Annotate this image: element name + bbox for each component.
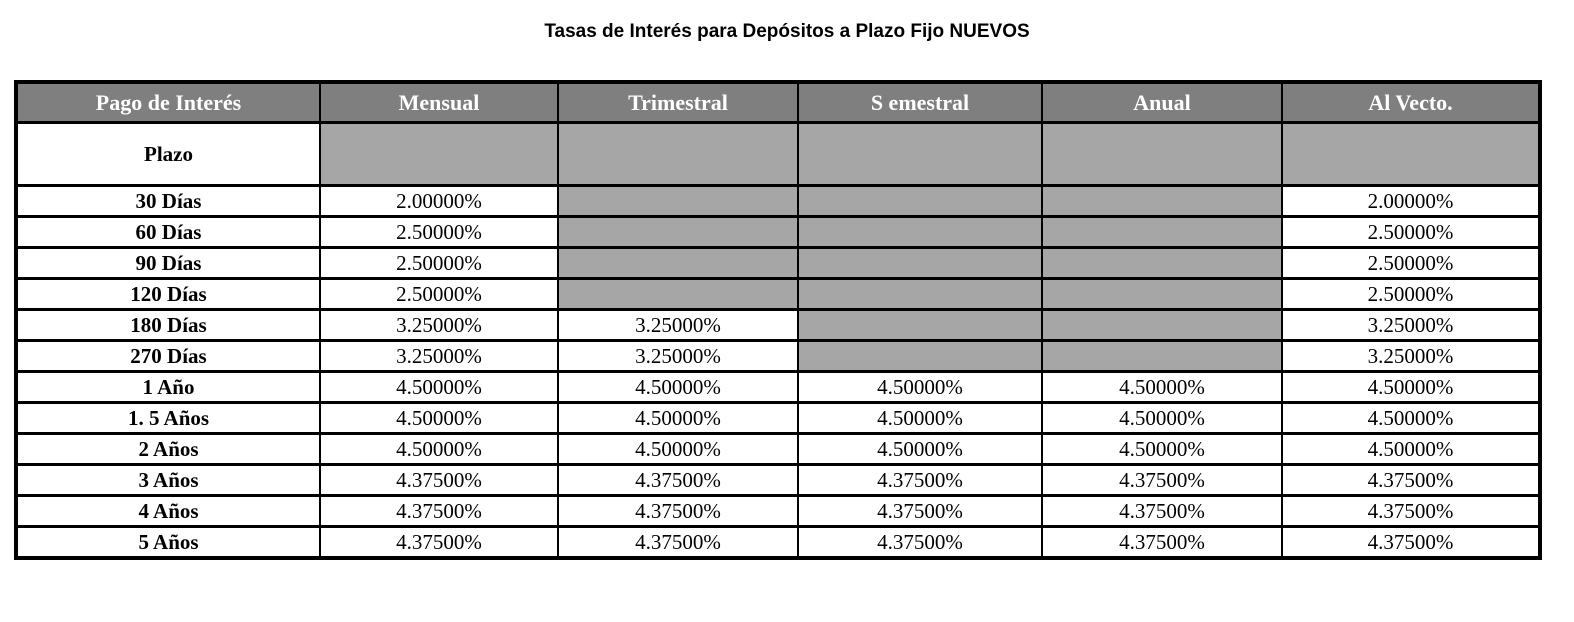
rate-value: 4.37500% [1042,465,1282,496]
empty-gray-cell [798,341,1042,372]
rate-value: 3.25000% [558,310,798,341]
table-row-180-dias [16,310,1540,341]
rate-value: 4.50000% [558,403,798,434]
row-label: 180 Días [16,310,320,341]
rate-value: 4.50000% [798,403,1042,434]
row-label: 3 Años [16,465,320,496]
empty-gray-cell [558,279,798,310]
rate-value: 2.00000% [1282,186,1540,217]
empty-gray-cell [1042,341,1282,372]
rate-value: 2.50000% [1282,248,1540,279]
rate-value: 4.50000% [1042,434,1282,465]
rate-value: 4.50000% [320,372,558,403]
empty-gray-cell [1042,248,1282,279]
rate-value: 4.50000% [1042,403,1282,434]
rate-value: 4.37500% [1282,496,1540,527]
empty-gray-cell [558,123,798,186]
column-header-trimestral: Trimestral [558,82,798,123]
empty-gray-cell [798,310,1042,341]
rate-value: 4.50000% [1042,372,1282,403]
empty-gray-cell [798,186,1042,217]
rate-value: 2.00000% [320,186,558,217]
rate-value: 4.50000% [1282,372,1540,403]
table-row-270-dias [16,341,1540,372]
table-row-3-anos [16,465,1540,496]
row-label: 270 Días [16,341,320,372]
row-label: 60 Días [16,217,320,248]
table-row-30-dias [16,186,1540,217]
empty-gray-cell [320,123,558,186]
rate-value: 4.37500% [798,465,1042,496]
rate-value: 2.50000% [320,217,558,248]
row-label: 30 Días [16,186,320,217]
rate-value: 4.50000% [558,434,798,465]
row-label: 90 Días [16,248,320,279]
empty-gray-cell [798,279,1042,310]
table-row-120-dias [16,279,1540,310]
column-header-s-emestral: S emestral [798,82,1042,123]
rate-value: 4.37500% [1042,496,1282,527]
row-label: 1. 5 Años [16,403,320,434]
empty-gray-cell [558,217,798,248]
rate-value: 4.37500% [558,465,798,496]
rate-value: 4.37500% [1282,527,1540,559]
rate-value: 4.37500% [320,527,558,559]
column-header-mensual: Mensual [320,82,558,123]
row-label: 1 Año [16,372,320,403]
rate-value: 4.37500% [1042,527,1282,559]
rate-value: 4.37500% [320,496,558,527]
header-row [16,82,1540,123]
empty-gray-cell [1042,279,1282,310]
rate-value: 2.50000% [1282,217,1540,248]
rate-value: 4.37500% [320,465,558,496]
plazo-row [16,123,1540,186]
empty-gray-cell [558,186,798,217]
interest-rates-table [14,80,1542,560]
row-label: 120 Días [16,279,320,310]
column-header-pago-de-interes: Pago de Interés [16,82,320,123]
rate-value: 4.37500% [798,527,1042,559]
table-row-4-anos [16,496,1540,527]
table-row-2-anos [16,434,1540,465]
rate-value: 4.50000% [1282,434,1540,465]
empty-gray-cell [558,248,798,279]
rate-value: 4.50000% [320,434,558,465]
rate-value: 4.50000% [798,372,1042,403]
column-header-anual: Anual [1042,82,1282,123]
rate-value: 4.50000% [320,403,558,434]
rate-value: 4.37500% [558,527,798,559]
rate-value: 2.50000% [320,279,558,310]
empty-gray-cell [1282,123,1540,186]
page-title: Tasas de Interés para Depósitos a Plazo Fijo NUEVOS [544,21,1030,42]
column-header-al-vecto: Al Vecto. [1282,82,1540,123]
empty-gray-cell [1042,217,1282,248]
empty-gray-cell [1042,310,1282,341]
empty-gray-cell [798,123,1042,186]
rate-value: 2.50000% [1282,279,1540,310]
table-row-90-dias [16,248,1540,279]
empty-gray-cell [798,248,1042,279]
rate-value: 3.25000% [320,341,558,372]
row-label: 5 Años [16,527,320,559]
rate-value: 4.37500% [558,496,798,527]
row-label: 4 Años [16,496,320,527]
rate-value: 2.50000% [320,248,558,279]
rate-value: 4.50000% [1282,403,1540,434]
table-row-60-dias [16,217,1540,248]
rate-value: 4.50000% [798,434,1042,465]
rate-value: 4.37500% [1282,465,1540,496]
empty-gray-cell [1042,186,1282,217]
rate-value: 4.37500% [798,496,1042,527]
table-row-1-5-anos [16,403,1540,434]
row-label: 2 Años [16,434,320,465]
rate-value: 3.25000% [558,341,798,372]
table-row-1-ano [16,372,1540,403]
rate-value: 4.50000% [558,372,798,403]
rate-value: 3.25000% [1282,341,1540,372]
empty-gray-cell [1042,123,1282,186]
rate-value: 3.25000% [1282,310,1540,341]
empty-gray-cell [798,217,1042,248]
table-row-5-anos [16,527,1540,559]
plazo-label: Plazo [16,123,320,186]
rate-value: 3.25000% [320,310,558,341]
